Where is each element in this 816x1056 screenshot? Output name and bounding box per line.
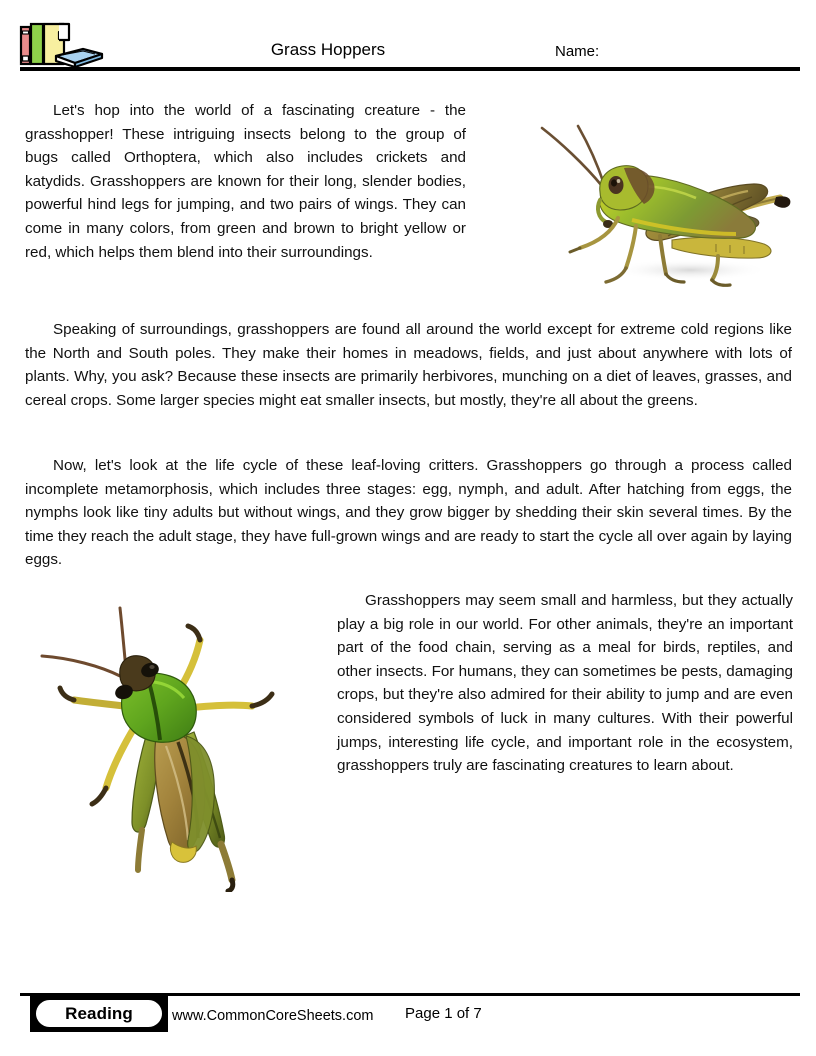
header-divider	[20, 67, 800, 71]
name-field-label: Name:	[555, 43, 600, 60]
paragraph-2: Speaking of surroundings, grasshoppers are found all around the world except for extreme cold regions like the North and South poles. They make their homes in meadows, fields, and just about anywhere with lots of plants. Why, you ask? Because these insects are primarily herbivores, munching on a diet of leaves, grasses, and cereal crops. Some larger species might eat smaller insects, but mostly, they're all about the greens.	[25, 321, 792, 409]
grasshopper-top-view-photo	[28, 596, 320, 892]
paragraph-1: Let's hop into the world of a fascinating creature - the grasshopper! These intriguing insects belong to the group of bugs called Orthoptera, which also includes crickets and katydids. Grasshoppers are known for their long, slender bodies, powerful hind legs for jumping, and two pairs of wings. They can come in many colors, from green and brown to bright yellow or red, which helps them blend into their surroundings.	[25, 102, 466, 261]
page-number: Page 1 of 7	[405, 1005, 482, 1022]
subject-badge	[30, 995, 168, 1032]
paragraph-4: Grasshoppers may seem small and harmless, but they actually play a big role in our world. For other animals, they're an important part of the food chain, serving as a meal for birds, reptiles, and other insects. For humans, they can sometimes be pests, damaging crops, but they're also admired for their ability to jump and are even considered symbols of luck in many cultures. With their powerful jumps, interesting life cycle, and important role in the ecosystem, grasshoppers truly are fascinating creatures to learn about.	[337, 592, 793, 775]
grasshopper-side-view-photo	[540, 100, 810, 300]
subject-badge-label: Reading	[36, 1000, 162, 1027]
page-header	[0, 0, 816, 74]
page-title: Grass Hoppers	[270, 40, 386, 59]
paragraph-3: Now, let's look at the life cycle of these leaf-loving critters. Grasshoppers go through a process called incomplete metamorphosis, which includes three stages: egg, nymph, and adult. After hatching from eggs, the nymphs look like tiny adults but without wings, and they grow bigger by shedding their skin several times. By the time they reach the adult stage, they have full-grown wings and are ready to start the cycle all over again by laying eggs.	[25, 457, 792, 569]
page-footer	[0, 985, 816, 1056]
website-url[interactable]: www.CommonCoreSheets.com	[172, 1008, 374, 1024]
